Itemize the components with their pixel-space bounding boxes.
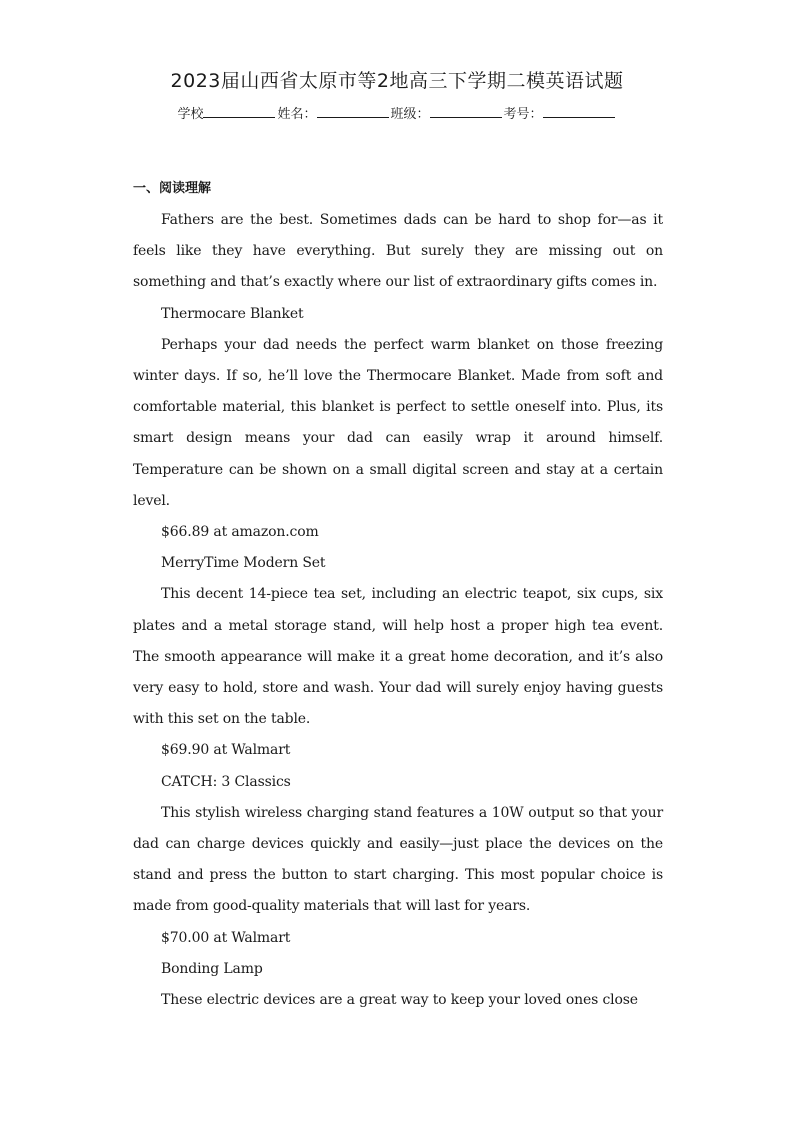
item-description: This stylish wireless charging stand features a 10W output so that your dad can charge devices quickly and easily—just place the devices on the stand and press the button to start charging. This most popular choice is made from good-quality materials that will last for years. bbox=[133, 804, 663, 915]
name-blank bbox=[317, 105, 389, 118]
school-label: 学校 bbox=[177, 107, 204, 122]
name-field bbox=[277, 103, 390, 122]
item-heading: Thermocare Blanket bbox=[161, 305, 304, 322]
class-field bbox=[391, 103, 504, 122]
class-blank bbox=[430, 105, 502, 118]
school-field bbox=[177, 103, 277, 122]
name-label: 姓名： bbox=[277, 107, 317, 122]
exam-number-blank bbox=[543, 105, 615, 118]
item-description: Perhaps your dad needs the perfect warm blanket on those freezing winter days. If so, he’ll love the Thermocare Blanket. Made from soft and comfortable material, this blanket is perfect to settle oneself into. Plus, its smart design means your dad can easily wrap it around himself. Temperature can be shown on a small digital screen and stay at a certain level. bbox=[133, 336, 663, 509]
item-heading: MerryTime Modern Set bbox=[161, 555, 326, 572]
document-title: 2023届山西省太原市等2地高三下学期二模英语试题 bbox=[170, 70, 624, 92]
exam-number-label: 考号： bbox=[503, 107, 543, 122]
item-heading: CATCH: 3 Classics bbox=[161, 773, 291, 790]
intro-paragraph: Fathers are the best. Sometimes dads can be hard to shop for—as it feels like they have everything. But surely they are missing out on something and that’s exactly where our list of extraordinary gifts comes in. bbox=[133, 212, 663, 291]
item-heading: Bonding Lamp bbox=[161, 960, 263, 977]
student-info-line bbox=[0, 103, 794, 122]
school-blank bbox=[203, 105, 275, 118]
item-description: These electric devices are a great way to keep your loved ones close bbox=[161, 992, 638, 1009]
item-description: This decent 14-piece tea set, including an electric teapot, six cups, six plates and a metal storage stand, will help host a proper high tea event. The smooth appearance will make it a great home decoration, and it’s also very easy to hold, store and wash. Your dad will surely enjoy having guests with this set on the table. bbox=[133, 586, 663, 728]
passage bbox=[133, 205, 663, 1016]
item-price: $69.90 at Walmart bbox=[161, 742, 291, 759]
item-price: $66.89 at amazon.com bbox=[161, 524, 319, 541]
class-label: 班级： bbox=[390, 107, 430, 122]
item-price: $70.00 at Walmart bbox=[161, 929, 291, 946]
section-heading: 一、阅读理解 bbox=[133, 181, 212, 196]
exam-number-field bbox=[504, 103, 617, 122]
